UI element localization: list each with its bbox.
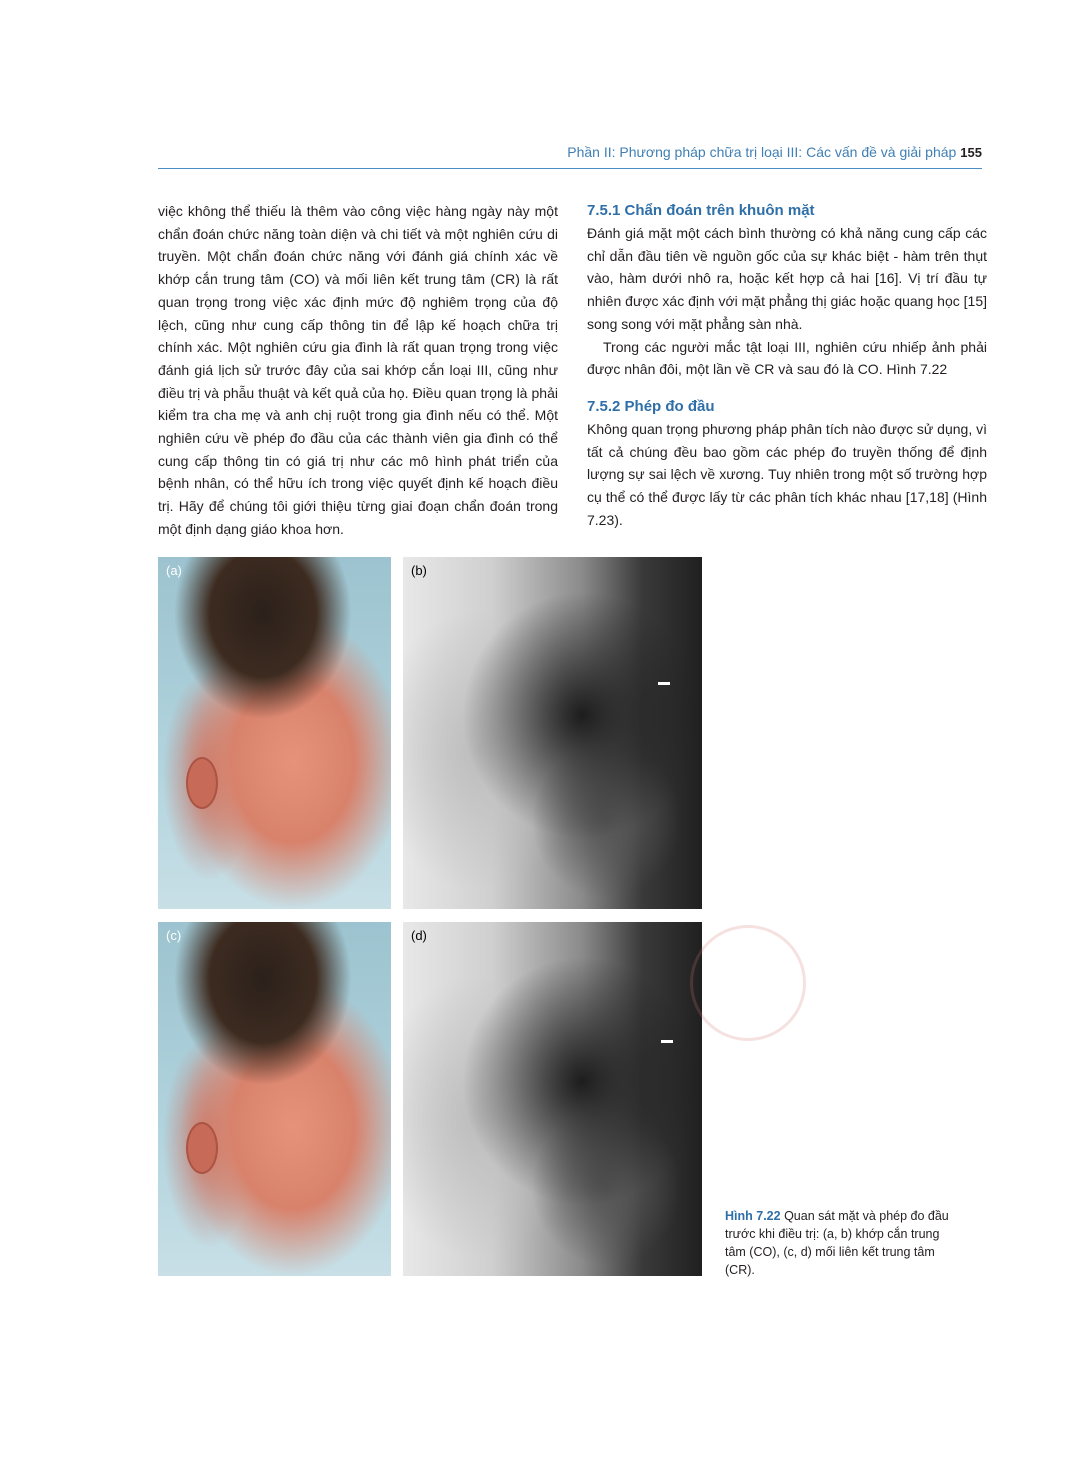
left-paragraph: việc không thể thiếu là thêm vào công việc hàng ngày này một chẩn đoán chức năng toàn diện và chi tiết và một nghiên cứu di truyền. Một chẩn đoán chức năng với đánh giá chính xác về khớp cắn trung tâm (CO) và mối liên kết trung tâm (CR) là rất quan trọng trong việc xác định mức độ nghiêm trọng của độ lệch, cũng như cung cấp thông tin để lập kế hoạch chữa trị chính xác. Một nghiên cứu gia đình là rất quan trọng trong việc đánh giá lịch sử trước đây của sai khớp cắn loại III, cũng như điều trị và phẫu thuật và kết quả của họ. Điều quan trọng là phải kiểm tra cha mẹ và anh chị ruột trong gia đình nếu có thể. Một nghiên cứu về phép đo đầu của các thành viên gia đình có thể cung cấp thông tin có giá trị như các mô hình phát triển của bệnh nhân, có thể hữu ích trong việc quyết định kế hoạch điều trị. Hãy để chúng tôi giới thiệu từng giai đoạn chẩn đoán trong một định dạng giáo khoa hơn. [158, 203, 558, 537]
running-header [158, 144, 982, 166]
panel-c-label: (c) [166, 928, 182, 943]
figure-panel-d-xray [403, 922, 702, 1276]
section1-paragraph-2: Trong các người mắc tật loại III, nghiên cứu nhiếp ảnh phải được nhân đôi, một lần về CR và sau đó là CO. Hình 7.22 [587, 338, 987, 378]
section2-paragraph: Không quan trọng phương pháp phân tích nào được sử dụng, vì tất cả chúng đều bao gồm các phép đo truyền thống để định lượng sự sai lệch về xương. Tuy nhiên trong một số trường hợp cụ thể có thể được lấy từ các phân tích khác nhau [17,18] (Hình 7.23). [587, 420, 987, 528]
right-column [587, 200, 987, 531]
xray-marker [661, 1040, 673, 1043]
caption-label: Hình 7.22 [725, 1209, 781, 1223]
section-heading-facial-diagnosis: 7.5.1 Chẩn đoán trên khuôn mặt [587, 202, 815, 219]
panel-b-label: (b) [411, 563, 427, 578]
watermark-stamp [690, 925, 806, 1041]
panel-d-label: (d) [411, 928, 427, 943]
running-title: Phần II: Phương pháp chữa trị loại III: Các vấn đề và giải pháp [567, 144, 957, 160]
section1-paragraph-1: Đánh giá mặt một cách bình thường có khả năng cung cấp các chỉ dẫn đầu tiên về nguồn gốc của sự khác biệt - hàm trên thụt vào, hàm dưới nhô ra, hoặc kết hợp cả hai [16]. Vị trí đầu tự nhiên được xác định với mặt phẳng thị giác hoặc quang học [15] song song với mặt phẳng sàn nhà. [587, 225, 987, 332]
figure-panel-a-photo [158, 557, 391, 909]
panel-a-label: (a) [166, 563, 182, 578]
xray-marker [658, 682, 670, 685]
ear-shape [186, 1122, 218, 1174]
page-number: 155 [960, 145, 982, 160]
figure-panel-b-xray [403, 557, 702, 909]
ear-shape [186, 757, 218, 809]
header-rule [158, 168, 982, 169]
figure-caption [725, 1207, 960, 1279]
section-heading-cephalometry: 7.5.2 Phép đo đầu [587, 397, 715, 415]
section-gap [587, 381, 987, 396]
caption-text: Quan sát mặt và phép đo đầu trước khi điều trị: (a, b) khớp cắn trung tâm (CO), (c, d) mối liên kết trung tâm (CR). [725, 1209, 949, 1277]
left-column [158, 200, 558, 541]
figure-panel-c-photo [158, 922, 391, 1276]
